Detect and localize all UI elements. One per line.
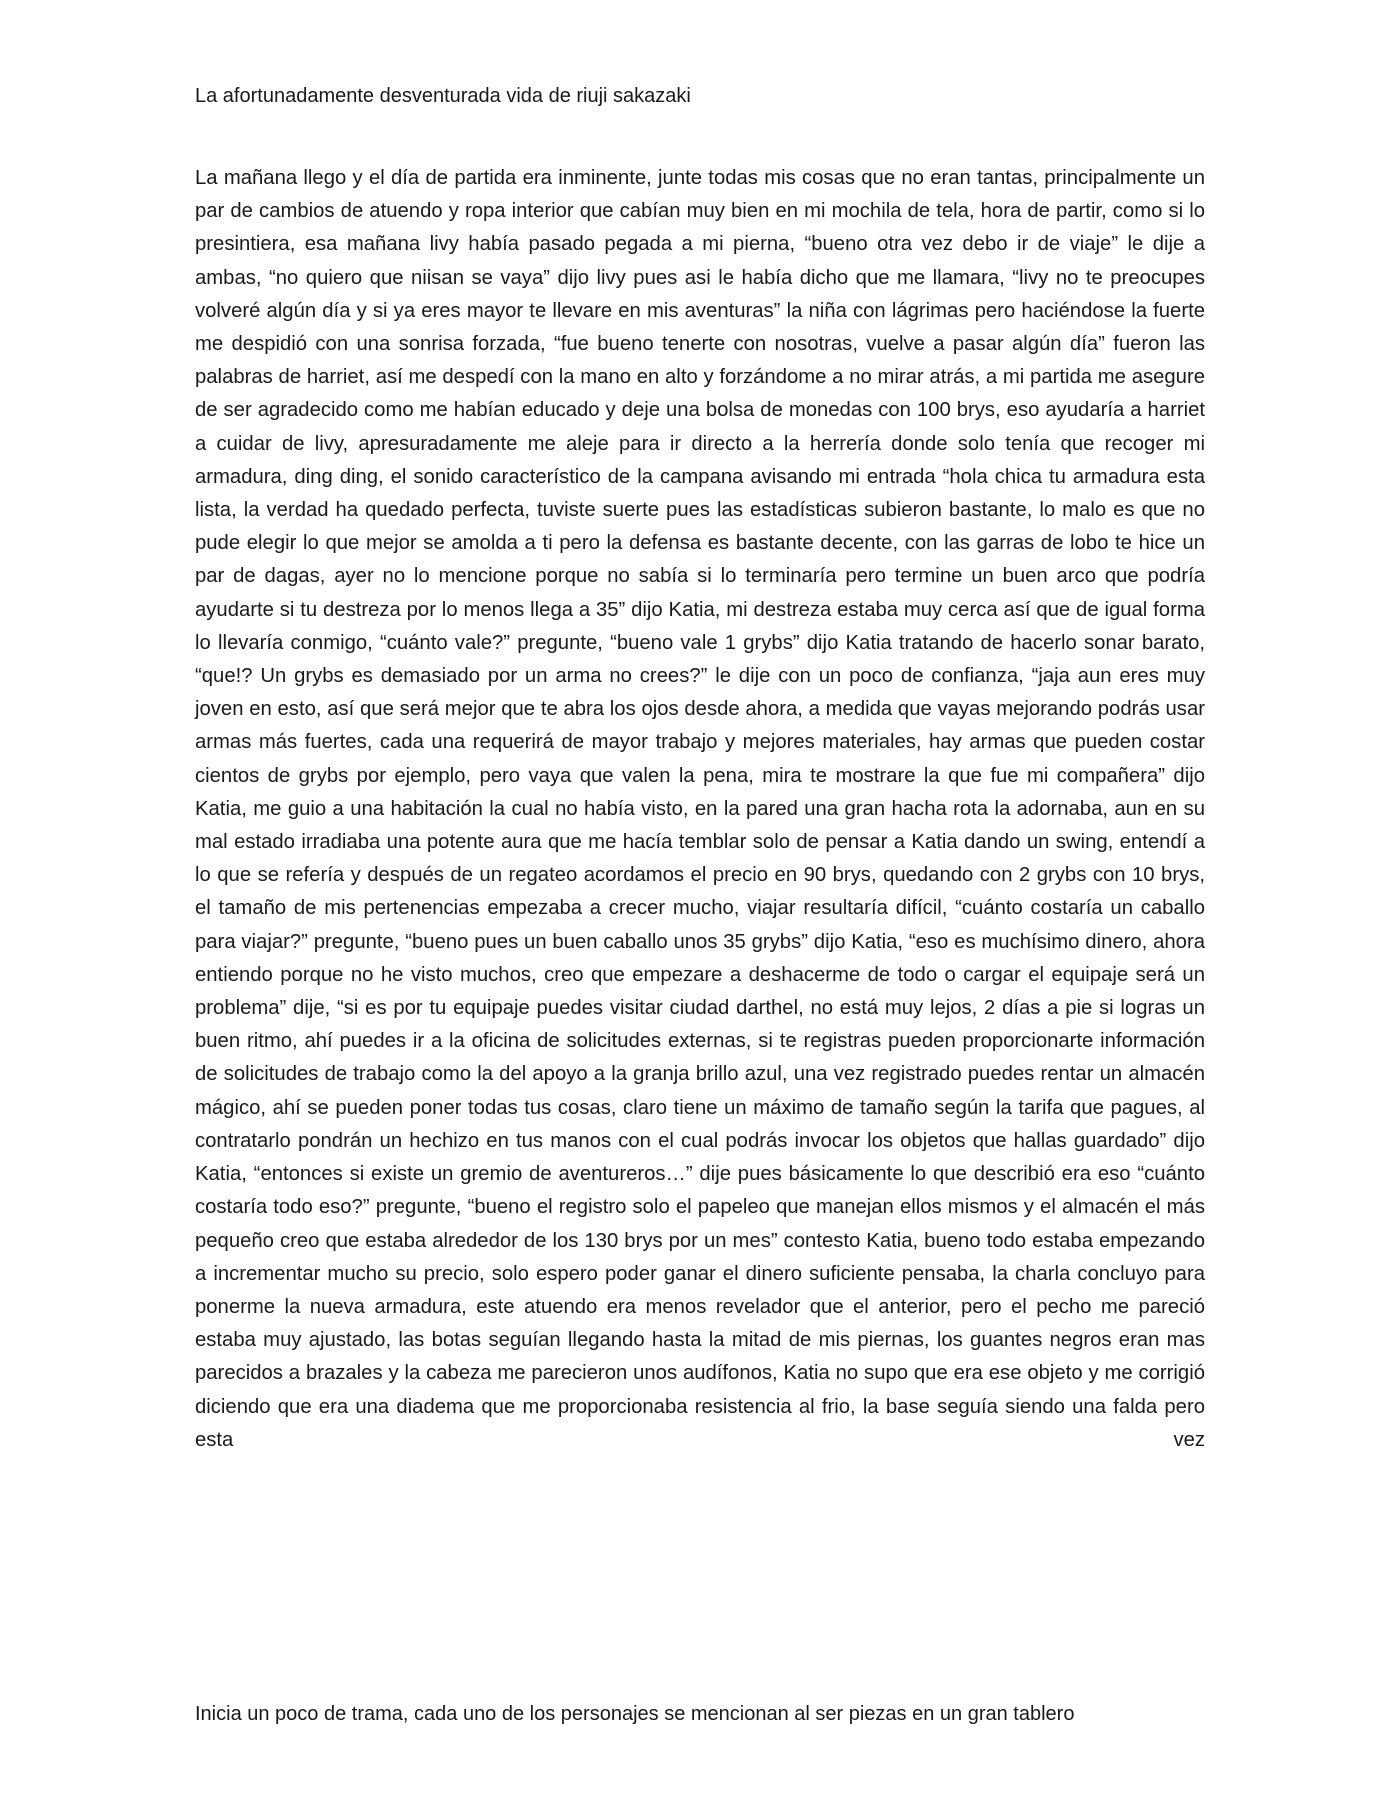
body-paragraph: La mañana llego y el día de partida era inminente, junte todas mis cosas que no eran tantas, principalmente un par de cambios de atuendo y ropa interior que cabían muy bien en mi mochila de tela, hora de partir, como si lo presintiera, esa mañana livy había pasado pegada a mi pierna, “bueno otra vez debo ir de viaje” le dije a ambas, “no quiero que niisan se vaya” dijo livy pues asi le había dicho que me llamara, “livy no te preocupes volveré algún día y si ya eres mayor te llevare en mis aventuras” la niña con lágrimas pero haciéndose la fuerte me despidió con una sonrisa forzada, “fue bueno tenerte con nosotras, vuelve a pasar algún día” fueron las palabras de harriet, así me despedí con la mano en alto y forzándome a no mirar atrás, a mi partida me asegure de ser agradecido como me habían educado y deje una bolsa de monedas con 100 brys, eso ayudaría a harriet a cuidar de livy, apresuradamente me aleje para ir directo a la herrería donde solo tenía que recoger mi armadura, ding ding, el sonido característico de la campana avisando mi entrada “hola chica tu armadura esta lista, la verdad ha quedado perfecta, tuviste suerte pues las estadísticas subieron bastante, lo malo es que no pude elegir lo que mejor se amolda a ti pero la defensa es bastante decente, con las garras de lobo te hice un par de dagas, ayer no lo mencione porque no sabía si lo terminaría pero termine un buen arco que podría ayudarte si tu destreza por lo menos llega a 35” dijo Katia, mi destreza estaba muy cerca así que de igual forma lo llevaría conmigo, “cuánto vale?” pregunte, “bueno vale 1 grybs” dijo Katia tratando de hacerlo sonar barato, “que!? Un grybs es demasiado por un arma no crees?” le dije con un poco de confianza, “jaja aun eres muy joven en esto, así que será mejor que te abra los ojos desde ahora, a medida que vayas mejorando podrás usar armas más fuertes, cada una requerirá de mayor trabajo y mejores materiales, hay armas que pueden costar cientos de grybs por ejemplo, pero vaya que valen la pena, mira te mostrare la que fue mi compañera” dijo Katia, me guio a una habitación la cual no había visto, en la pared una gran hacha rota la adornaba, aun en su mal estado irradiaba una potente aura que me hacía temblar solo de pensar a Katia dando un swing, entendí a lo que se refería y después de un regateo acordamos el precio en 90 brys, quedando con 2 grybs con 10 brys, el tamaño de mis pertenencias empezaba a crecer mucho, viajar resultaría difícil, “cuánto costaría un caballo para viajar?” pregunte, “bueno pues un buen caballo unos 35 grybs” dijo Katia, “eso es muchísimo dinero, ahora entiendo porque no he visto muchos, creo que empezare a deshacerme de todo o cargar el equipaje será un problema” dije, “si es por tu equipaje puedes visitar ciudad darthel, no está muy lejos, 2 días a pie si logras un buen ritmo, ahí puedes ir a la oficina de solicitudes externas, si te registras pueden proporcionarte información de solicitudes de trabajo como la del apoyo a la granja brillo azul, una vez registrado puedes rentar un almacén mágico, ahí se pueden poner todas tus cosas, claro tiene un máximo de tamaño según la tarifa que pagues, al contratarlo pondrán un hechizo en tus manos con el cual podrás invocar los objetos que hallas guardado” dijo Katia, “entonces si existe un gremio de aventureros…” dije pues básicamente lo que describió era eso “cuánto costaría todo eso?” pregunte, “bueno el registro solo el papeleo que manejan ellos mismos y el almacén el más pequeño creo que estaba alrededor de los 130 brys por un mes” contesto Katia, bueno todo estaba empezando a incrementar mucho su precio, solo espero poder ganar el dinero suficiente pensaba, la charla concluyo para ponerme la nueva armadura, este atuendo era menos revelador que el anterior, pero el pecho me pareció estaba muy ajustado, las botas seguían llegando hasta la mitad de mis piernas, los guantes negros eran mas parecidos a brazales y la cabeza me parecieron unos audífonos, Katia no supo que era ese objeto y me corrigió diciendo que era una diadema que me proporcionaba resistencia al frio, la base seguía siendo una falda pero esta vez: [195, 167, 1205, 1451]
document-title: La afortunadamente desventurada vida de riuji sakazaki: [195, 85, 691, 107]
footer-note: Inicia un poco de trama, cada uno de los personajes se mencionan al ser piezas en un gran tablero: [195, 1703, 1075, 1725]
